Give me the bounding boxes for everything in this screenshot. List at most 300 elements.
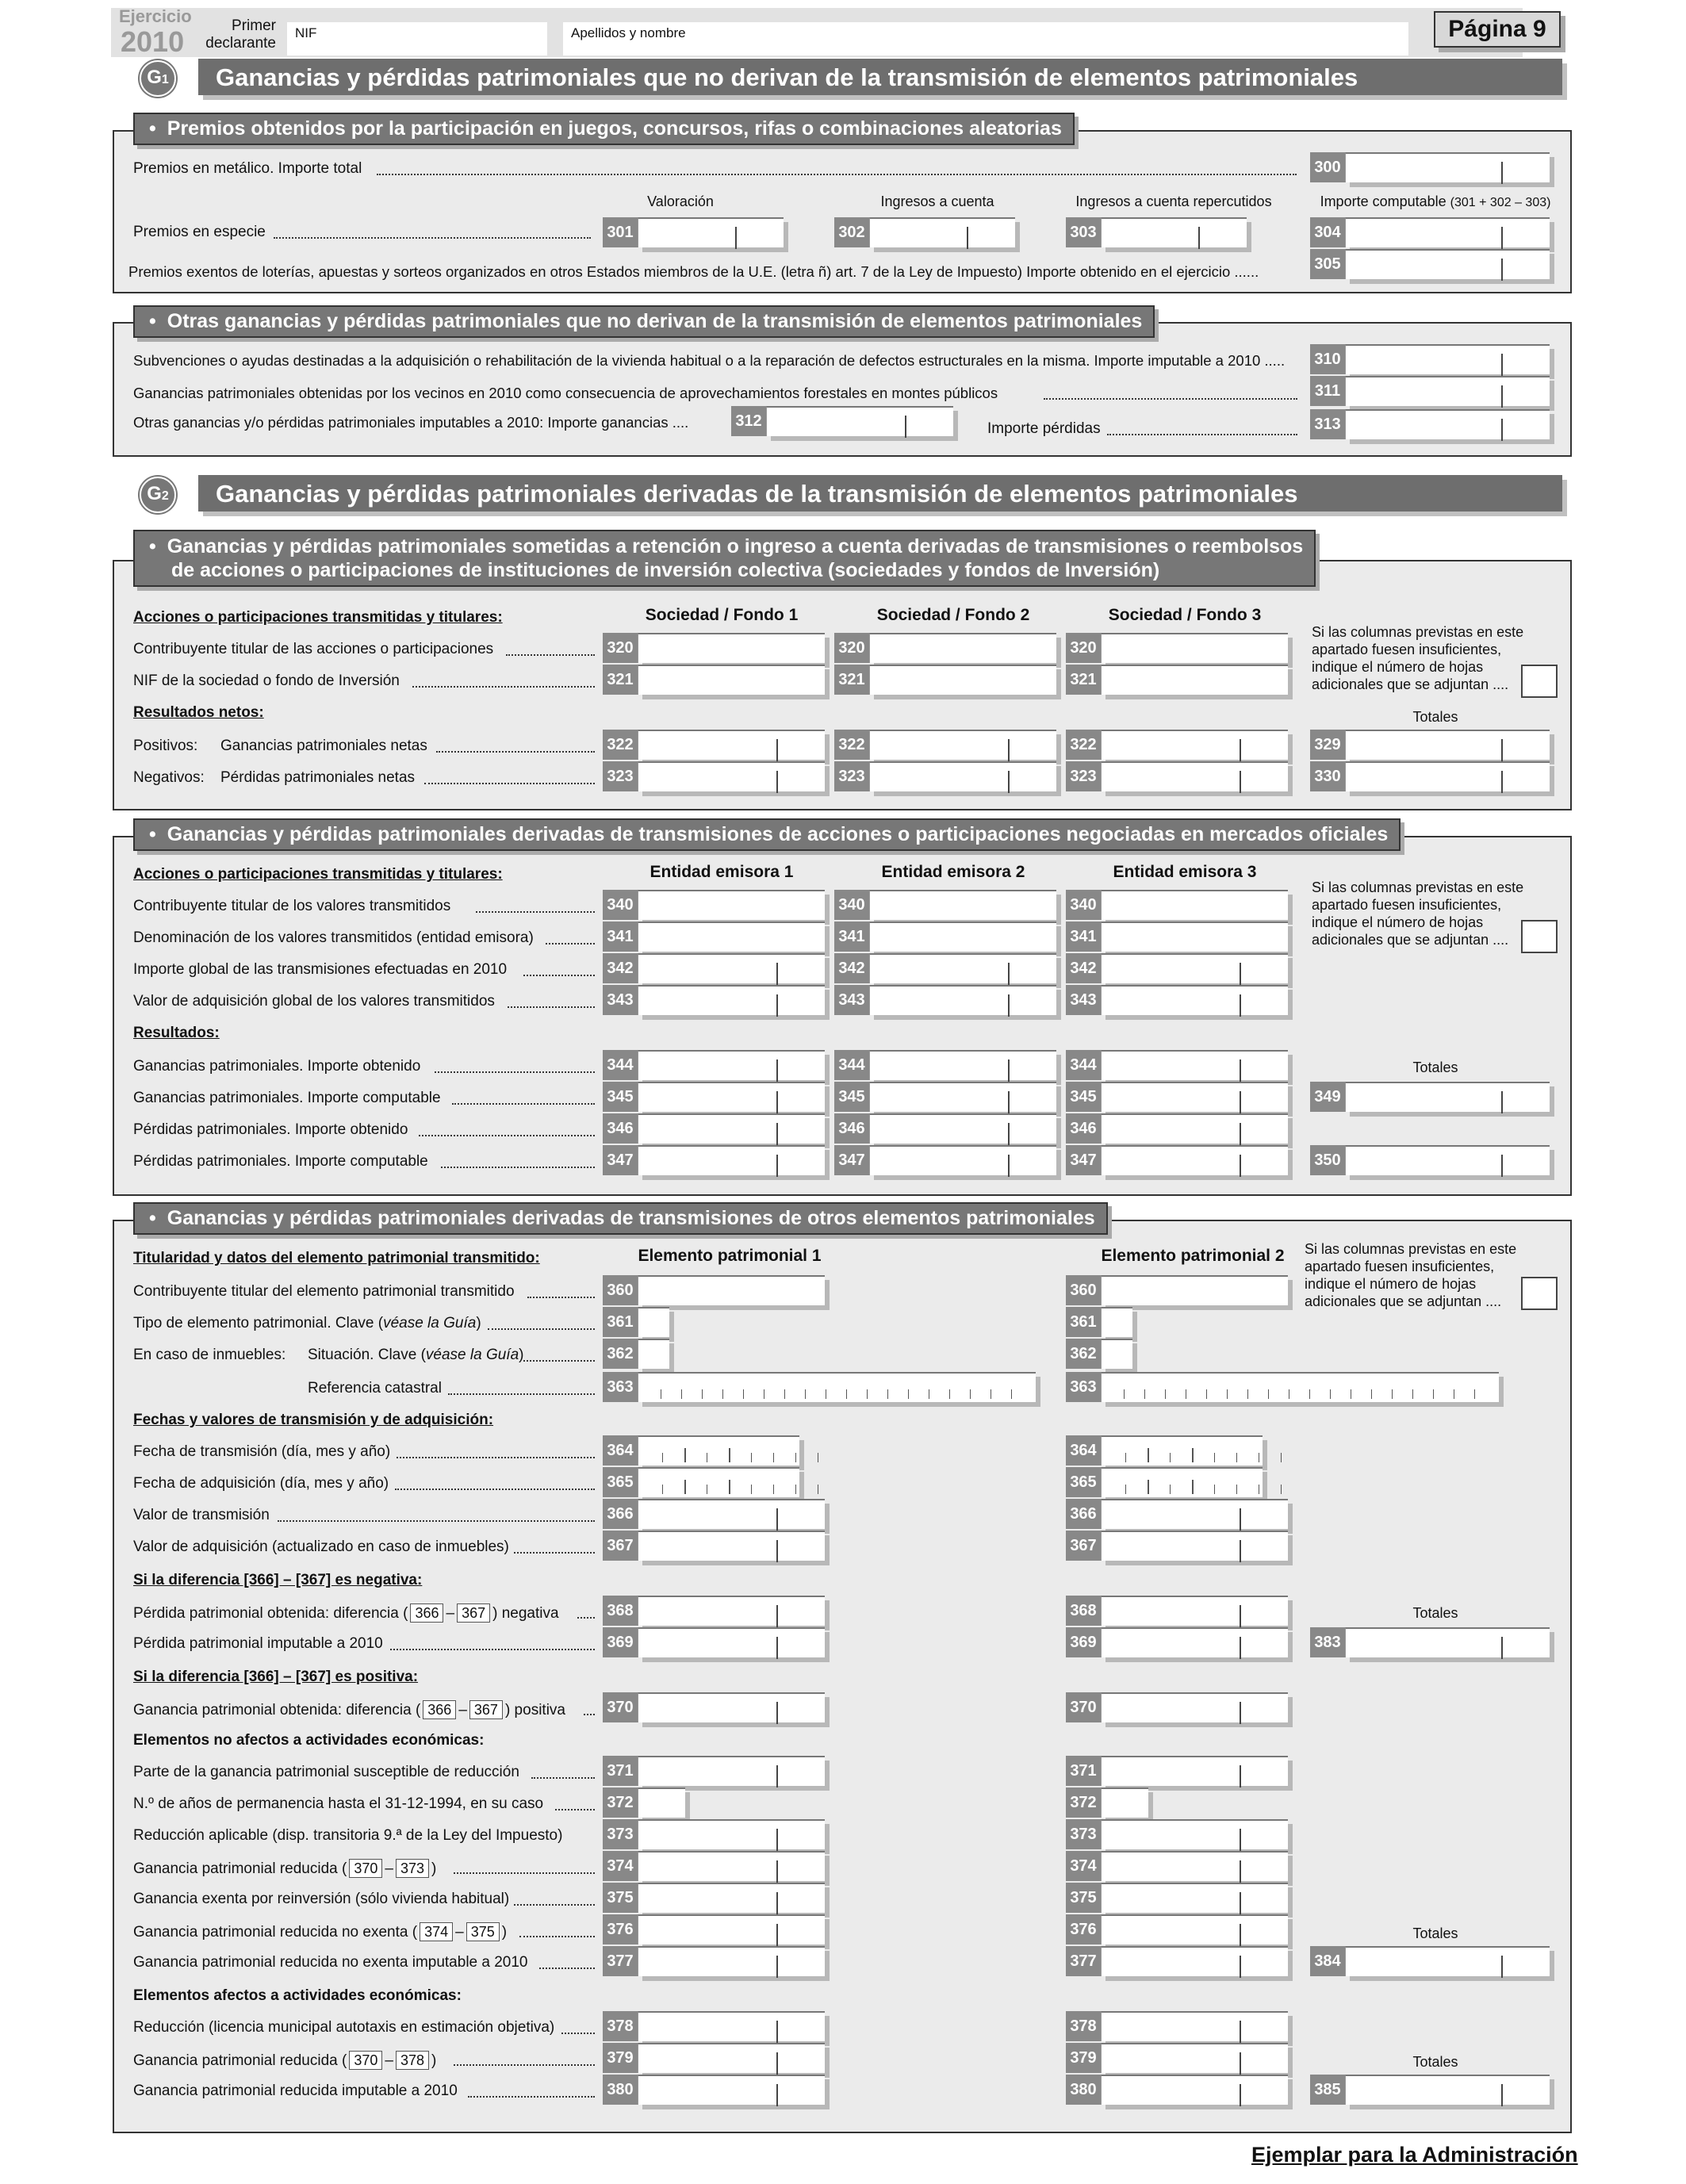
field-350[interactable] [1310,1145,1550,1175]
premios-exentos-label: Premios exentos de loterías, apuestas y sorteos organizados en otros Estados miembros de la U.E. (letra ñ) art. 7 de la Ley de Impuesto) Importe obtenido en el ejercicio ...... [128,263,1259,280]
field-361[interactable] [603,1307,669,1337]
field-code-379: 379 [603,2043,638,2073]
field-383[interactable] [1310,1627,1550,1657]
field-code-321: 321 [603,665,638,695]
r360-label: Contribuyente titular del elemento patrimonial transmitido [133,1283,515,1300]
field-321[interactable] [834,665,1056,695]
field-372[interactable] [1066,1787,1148,1818]
field-341[interactable] [834,921,1056,952]
negativa-label: Si la diferencia [366] – [367] es negativa: [133,1572,423,1588]
field-input-377[interactable] [1101,1946,1288,1976]
field-input-344[interactable] [1101,1050,1288,1080]
decimal-separator [776,771,778,793]
field-input-371[interactable] [1101,1756,1288,1786]
field-367[interactable] [1066,1531,1288,1561]
decimal-separator [1008,1123,1010,1145]
field-code-364: 364 [603,1435,638,1466]
decimal-separator [1240,1091,1241,1113]
field-code-365: 365 [1066,1467,1101,1497]
field-input-346[interactable] [638,1113,825,1144]
field-input-311[interactable] [1345,376,1550,406]
field-input-342[interactable] [638,953,825,983]
field-344[interactable] [603,1050,825,1080]
field-input-340[interactable] [638,890,825,920]
field-345[interactable] [834,1082,1056,1112]
r374-close: ) [431,1860,437,1877]
retencion-title-line1 [149,535,1303,558]
field-input-370[interactable] [1101,1692,1288,1722]
field-code-345: 345 [834,1082,869,1112]
field-329[interactable] [1310,730,1550,760]
field-365[interactable] [1066,1467,1263,1497]
field-input-342[interactable] [869,953,1056,983]
field-368[interactable] [1066,1596,1288,1626]
field-323[interactable] [603,761,825,791]
negativos-text: Pérdidas patrimoniales netas [220,769,416,786]
field-input-340[interactable] [1101,890,1288,920]
field-input-343[interactable] [869,985,1056,1015]
field-377[interactable] [603,1946,825,1976]
field-input-341[interactable] [1101,921,1288,952]
field-347[interactable] [1066,1145,1288,1175]
field-input-365[interactable] [638,1467,799,1497]
digit-tick [684,1448,686,1462]
field-input-322[interactable] [638,730,825,760]
field-input-362[interactable] [638,1339,669,1369]
field-input-344[interactable] [869,1050,1056,1080]
field-input-310[interactable] [1345,344,1550,374]
field-345[interactable] [1066,1082,1288,1112]
nif-field[interactable] [287,22,547,56]
field-input-367[interactable] [638,1531,825,1561]
field-340[interactable] [834,890,1056,920]
decimal-separator [1008,771,1010,793]
digit-tick [751,1453,752,1462]
field-input-320[interactable] [869,633,1056,663]
field-342[interactable] [834,953,1056,983]
r380-label: Ganancia patrimonial reducida imputable a 2010 [133,2082,458,2099]
field-379[interactable] [603,2043,825,2073]
field-input-376[interactable] [1101,1914,1288,1945]
field-321[interactable] [1066,665,1288,695]
field-input-304[interactable] [1345,217,1550,247]
field-input-305[interactable] [1345,249,1550,279]
decimal-separator [1240,1637,1241,1659]
field-input-322[interactable] [1101,730,1288,760]
dots [561,2033,595,2034]
declarante-label [197,17,276,52]
field-371[interactable] [1066,1756,1288,1786]
field-363[interactable] [603,1372,1036,1402]
decimal-separator [1240,1892,1241,1914]
field-302[interactable] [834,217,1015,247]
r364-label: Fecha de transmisión (día, mes y año) [133,1443,391,1460]
field-input-366[interactable] [1101,1499,1288,1529]
r370-label [133,1700,565,1719]
ref-375: 375 [466,1922,500,1941]
field-input-384[interactable] [1345,1946,1550,1976]
field-input-367[interactable] [1101,1531,1288,1561]
decimal-separator [1240,1765,1241,1787]
digit-tick [1412,1389,1413,1399]
col-elemento-1: Elemento patrimonial 1 [638,1247,822,1265]
field-370[interactable] [603,1692,825,1722]
field-input-378[interactable] [1101,2011,1288,2041]
field-input-343[interactable] [638,985,825,1015]
field-code-346: 346 [834,1113,869,1144]
field-input-345[interactable] [638,1082,825,1112]
digit-tick [867,1389,868,1399]
field-input-341[interactable] [638,921,825,952]
field-367[interactable] [603,1531,825,1561]
field-input-347[interactable] [1101,1145,1288,1175]
field-320[interactable] [1066,633,1288,663]
r375-label: Ganancia exenta por reinversión (sólo vivienda habitual) [133,1891,510,1907]
field-347[interactable] [834,1145,1056,1175]
field-342[interactable] [603,953,825,983]
digit-tick [1227,1389,1228,1399]
field-code-383: 383 [1310,1627,1345,1657]
field-input-363[interactable] [1101,1372,1499,1402]
dots [584,1714,595,1715]
field-input-360[interactable] [638,1275,825,1305]
field-300[interactable] [1310,152,1550,182]
field-input-379[interactable] [638,2043,825,2073]
digit-tick [795,1485,796,1494]
field-code-345: 345 [603,1082,638,1112]
field-330[interactable] [1310,761,1550,791]
field-code-302: 302 [834,217,869,247]
field-code-379: 379 [1066,2043,1101,2073]
field-input-377[interactable] [638,1946,825,1976]
field-343[interactable] [1066,985,1288,1015]
digit-tick [1170,1485,1171,1494]
field-input-380[interactable] [1101,2075,1288,2105]
field-340[interactable] [603,890,825,920]
field-input-371[interactable] [638,1756,825,1786]
minus-sign: – [385,1860,393,1877]
field-344[interactable] [1066,1050,1288,1080]
field-322[interactable] [834,730,1056,760]
field-input-320[interactable] [638,633,825,663]
field-346[interactable] [603,1113,825,1144]
field-380[interactable] [603,2075,825,2105]
digit-tick [949,1389,950,1399]
field-360[interactable] [603,1275,825,1305]
retencion-title-text1: Ganancias y pérdidas patrimoniales sometidas a retención o ingreso a cuenta derivadas de transmisiones o reembolsos [167,535,1304,557]
field-input-385[interactable] [1345,2075,1550,2105]
field-input-301[interactable] [638,217,784,247]
hojas-adicionales-box-2[interactable] [1521,920,1558,953]
field-361[interactable] [1066,1307,1132,1337]
field-input-369[interactable] [638,1627,825,1657]
field-code-363: 363 [603,1372,638,1402]
field-377[interactable] [1066,1946,1288,1976]
field-input-343[interactable] [1101,985,1288,1015]
field-input-312[interactable] [766,406,953,436]
field-input-346[interactable] [1101,1113,1288,1144]
r378-label: Reducción (licencia municipal autotaxis en estimación objetiva) [133,2019,555,2036]
field-344[interactable] [834,1050,1056,1080]
field-322[interactable] [603,730,825,760]
field-code-312: 312 [731,406,766,436]
decimal-separator [776,1059,778,1082]
field-input-345[interactable] [869,1082,1056,1112]
totales-label: Totales [1412,1925,1458,1941]
mercados-row-347: Pérdidas patrimoniales. Importe computable [133,1153,428,1170]
nif-label: NIF [295,25,317,40]
field-input-376[interactable] [638,1914,825,1945]
field-input-323[interactable] [1101,761,1288,791]
minus-sign: – [455,1924,464,1941]
r368-label [133,1604,559,1623]
field-code-303: 303 [1066,217,1101,247]
decimal-separator [776,739,778,761]
field-input-320[interactable] [1101,633,1288,663]
field-code-362: 362 [603,1339,638,1369]
decimal-separator [776,963,778,985]
digit-tick [1236,1485,1237,1494]
field-input-340[interactable] [869,890,1056,920]
digit-tick [1148,1448,1149,1462]
field-input-363[interactable] [638,1372,1036,1402]
digit-tick [681,1389,682,1399]
hojas-adicionales-box-1[interactable] [1521,665,1558,698]
hojas-adicionales-box-3[interactable] [1521,1277,1558,1310]
field-input-375[interactable] [1101,1883,1288,1913]
field-362[interactable] [1066,1339,1132,1369]
field-375[interactable] [603,1883,825,1913]
field-input-368[interactable] [638,1596,825,1626]
field-code-360: 360 [603,1275,638,1305]
digit-tick [722,1389,723,1399]
digit-tick [773,1453,774,1462]
field-input-345[interactable] [1101,1082,1288,1112]
field-input-372[interactable] [1101,1787,1148,1818]
field-368[interactable] [603,1596,825,1626]
bullet-icon: • [149,310,156,332]
field-346[interactable] [1066,1113,1288,1144]
field-input-342[interactable] [1101,953,1288,983]
field-input-302[interactable] [869,217,1015,247]
field-311[interactable] [1310,376,1550,406]
field-342[interactable] [1066,953,1288,983]
g2-title: Ganancias y pérdidas patrimoniales derivadas de la transmisión de elementos patrimoniales [198,475,1562,512]
field-input-349[interactable] [1345,1082,1550,1112]
field-349[interactable] [1310,1082,1550,1112]
field-362[interactable] [603,1339,669,1369]
field-384[interactable] [1310,1946,1550,1976]
field-323[interactable] [834,761,1056,791]
digit-tick [1125,1485,1126,1494]
field-input-361[interactable] [638,1307,669,1337]
field-378[interactable] [603,2011,825,2041]
field-305[interactable] [1310,249,1550,279]
field-code-366: 366 [1066,1499,1101,1529]
field-385[interactable] [1310,2075,1550,2105]
field-code-340: 340 [1066,890,1101,920]
field-code-343: 343 [834,985,869,1015]
field-input-383[interactable] [1345,1627,1550,1657]
field-code-346: 346 [1066,1113,1101,1144]
field-input-313[interactable] [1345,409,1550,439]
col-entidad-2: Entidad emisora 2 [881,863,1025,881]
field-366[interactable] [1066,1499,1288,1529]
field-input-374[interactable] [638,1851,825,1881]
field-input-374[interactable] [1101,1851,1288,1881]
field-365[interactable] [603,1467,799,1497]
field-343[interactable] [834,985,1056,1015]
field-input-364[interactable] [1101,1435,1263,1466]
field-input-369[interactable] [1101,1627,1288,1657]
field-310[interactable] [1310,344,1550,374]
field-input-329[interactable] [1345,730,1550,760]
field-input-344[interactable] [638,1050,825,1080]
field-code-330: 330 [1310,761,1345,791]
dots [577,1617,595,1619]
field-input-368[interactable] [1101,1596,1288,1626]
decimal-separator [1501,354,1503,376]
field-input-360[interactable] [1101,1275,1288,1305]
field-364[interactable] [1066,1435,1263,1466]
field-input-378[interactable] [638,2011,825,2041]
field-code-371: 371 [603,1756,638,1786]
field-input-373[interactable] [638,1819,825,1849]
field-input-366[interactable] [638,1499,825,1529]
mercados-row-341: Denominación de los valores transmitidos (entidad emisora) [133,929,534,946]
field-322[interactable] [1066,730,1288,760]
totales-label: Totales [1412,709,1458,725]
field-code-347: 347 [834,1145,869,1175]
field-380[interactable] [1066,2075,1288,2105]
decimal-separator [1240,1059,1241,1082]
field-input-300[interactable] [1345,152,1550,182]
field-366[interactable] [603,1499,825,1529]
field-code-384: 384 [1310,1946,1345,1976]
field-input-370[interactable] [638,1692,825,1722]
decimal-separator [1501,739,1503,761]
field-376[interactable] [1066,1914,1288,1945]
field-369[interactable] [603,1627,825,1657]
field-313[interactable] [1310,409,1550,439]
decimal-separator [1008,1059,1010,1082]
field-input-341[interactable] [869,921,1056,952]
field-312[interactable] [731,406,953,436]
field-371[interactable] [603,1756,825,1786]
field-input-379[interactable] [1101,2043,1288,2073]
field-input-303[interactable] [1101,217,1247,247]
decimal-separator [1240,1540,1241,1562]
dots [424,783,595,784]
field-370[interactable] [1066,1692,1288,1722]
digit-tick [887,1389,888,1399]
field-374[interactable] [603,1851,825,1881]
minus-sign: – [446,1605,455,1622]
bullet-icon: • [149,1207,156,1229]
field-372[interactable] [603,1787,685,1818]
field-323[interactable] [1066,761,1288,791]
field-375[interactable] [1066,1883,1288,1913]
field-360[interactable] [1066,1275,1288,1305]
hojas-note-2: Si las columnas previstas en este apartado fuesen insuficientes, indique el número de hojas adicionales que se adjuntan .... [1312,879,1524,948]
field-341[interactable] [1066,921,1288,952]
field-input-321[interactable] [869,665,1056,695]
field-input-321[interactable] [1101,665,1288,695]
field-input-364[interactable] [638,1435,799,1466]
field-input-350[interactable] [1345,1145,1550,1175]
field-345[interactable] [603,1082,825,1112]
decimal-separator [1198,227,1200,249]
field-303[interactable] [1066,217,1247,247]
field-301[interactable] [603,217,784,247]
field-343[interactable] [603,985,825,1015]
field-input-346[interactable] [869,1113,1056,1144]
field-input-362[interactable] [1101,1339,1132,1369]
r367-label: Valor de adquisición (actualizado en caso de inmuebles) [133,1538,509,1555]
field-input-373[interactable] [1101,1819,1288,1849]
field-376[interactable] [603,1914,825,1945]
field-369[interactable] [1066,1627,1288,1657]
field-input-322[interactable] [869,730,1056,760]
field-input-330[interactable] [1345,761,1550,791]
decimal-separator [1008,739,1010,761]
importe-perdidas-label: Importe pérdidas [987,420,1101,437]
field-code-380: 380 [603,2075,638,2105]
field-378[interactable] [1066,2011,1288,2041]
field-379[interactable] [1066,2043,1288,2073]
field-346[interactable] [834,1113,1056,1144]
field-input-323[interactable] [638,761,825,791]
field-code-378: 378 [603,2011,638,2041]
field-input-321[interactable] [638,665,825,695]
field-input-380[interactable] [638,2075,825,2105]
field-321[interactable] [603,665,825,695]
field-input-347[interactable] [869,1145,1056,1175]
field-340[interactable] [1066,890,1288,920]
field-code-364: 364 [1066,1435,1101,1466]
field-input-375[interactable] [638,1883,825,1913]
r379-label [133,2051,436,2070]
field-363[interactable] [1066,1372,1499,1402]
dots [476,911,595,913]
r373-label: Reducción aplicable (disp. transitoria 9.ª de la Ley del Impuesto) [133,1827,563,1844]
field-373[interactable] [603,1819,825,1849]
field-374[interactable] [1066,1851,1288,1881]
field-304[interactable] [1310,217,1550,247]
field-320[interactable] [603,633,825,663]
field-341[interactable] [603,921,825,952]
field-input-361[interactable] [1101,1307,1132,1337]
field-code-367: 367 [603,1531,638,1561]
field-373[interactable] [1066,1819,1288,1849]
field-input-347[interactable] [638,1145,825,1175]
digit-tick [1148,1480,1149,1494]
apellidos-field[interactable] [563,22,1408,56]
field-input-365[interactable] [1101,1467,1263,1497]
positivos-text: Ganancias patrimoniales netas [220,738,427,754]
acciones-label: Acciones o participaciones transmitidas y titulares: [133,609,503,626]
decimal-separator [776,1123,778,1145]
decimal-separator [1008,1155,1010,1177]
dots [546,943,595,944]
field-input-323[interactable] [869,761,1056,791]
dots [419,1135,595,1136]
field-347[interactable] [603,1145,825,1175]
field-320[interactable] [834,633,1056,663]
totales-label: Totales [1412,1059,1458,1075]
field-input-372[interactable] [638,1787,685,1818]
field-364[interactable] [603,1435,799,1466]
